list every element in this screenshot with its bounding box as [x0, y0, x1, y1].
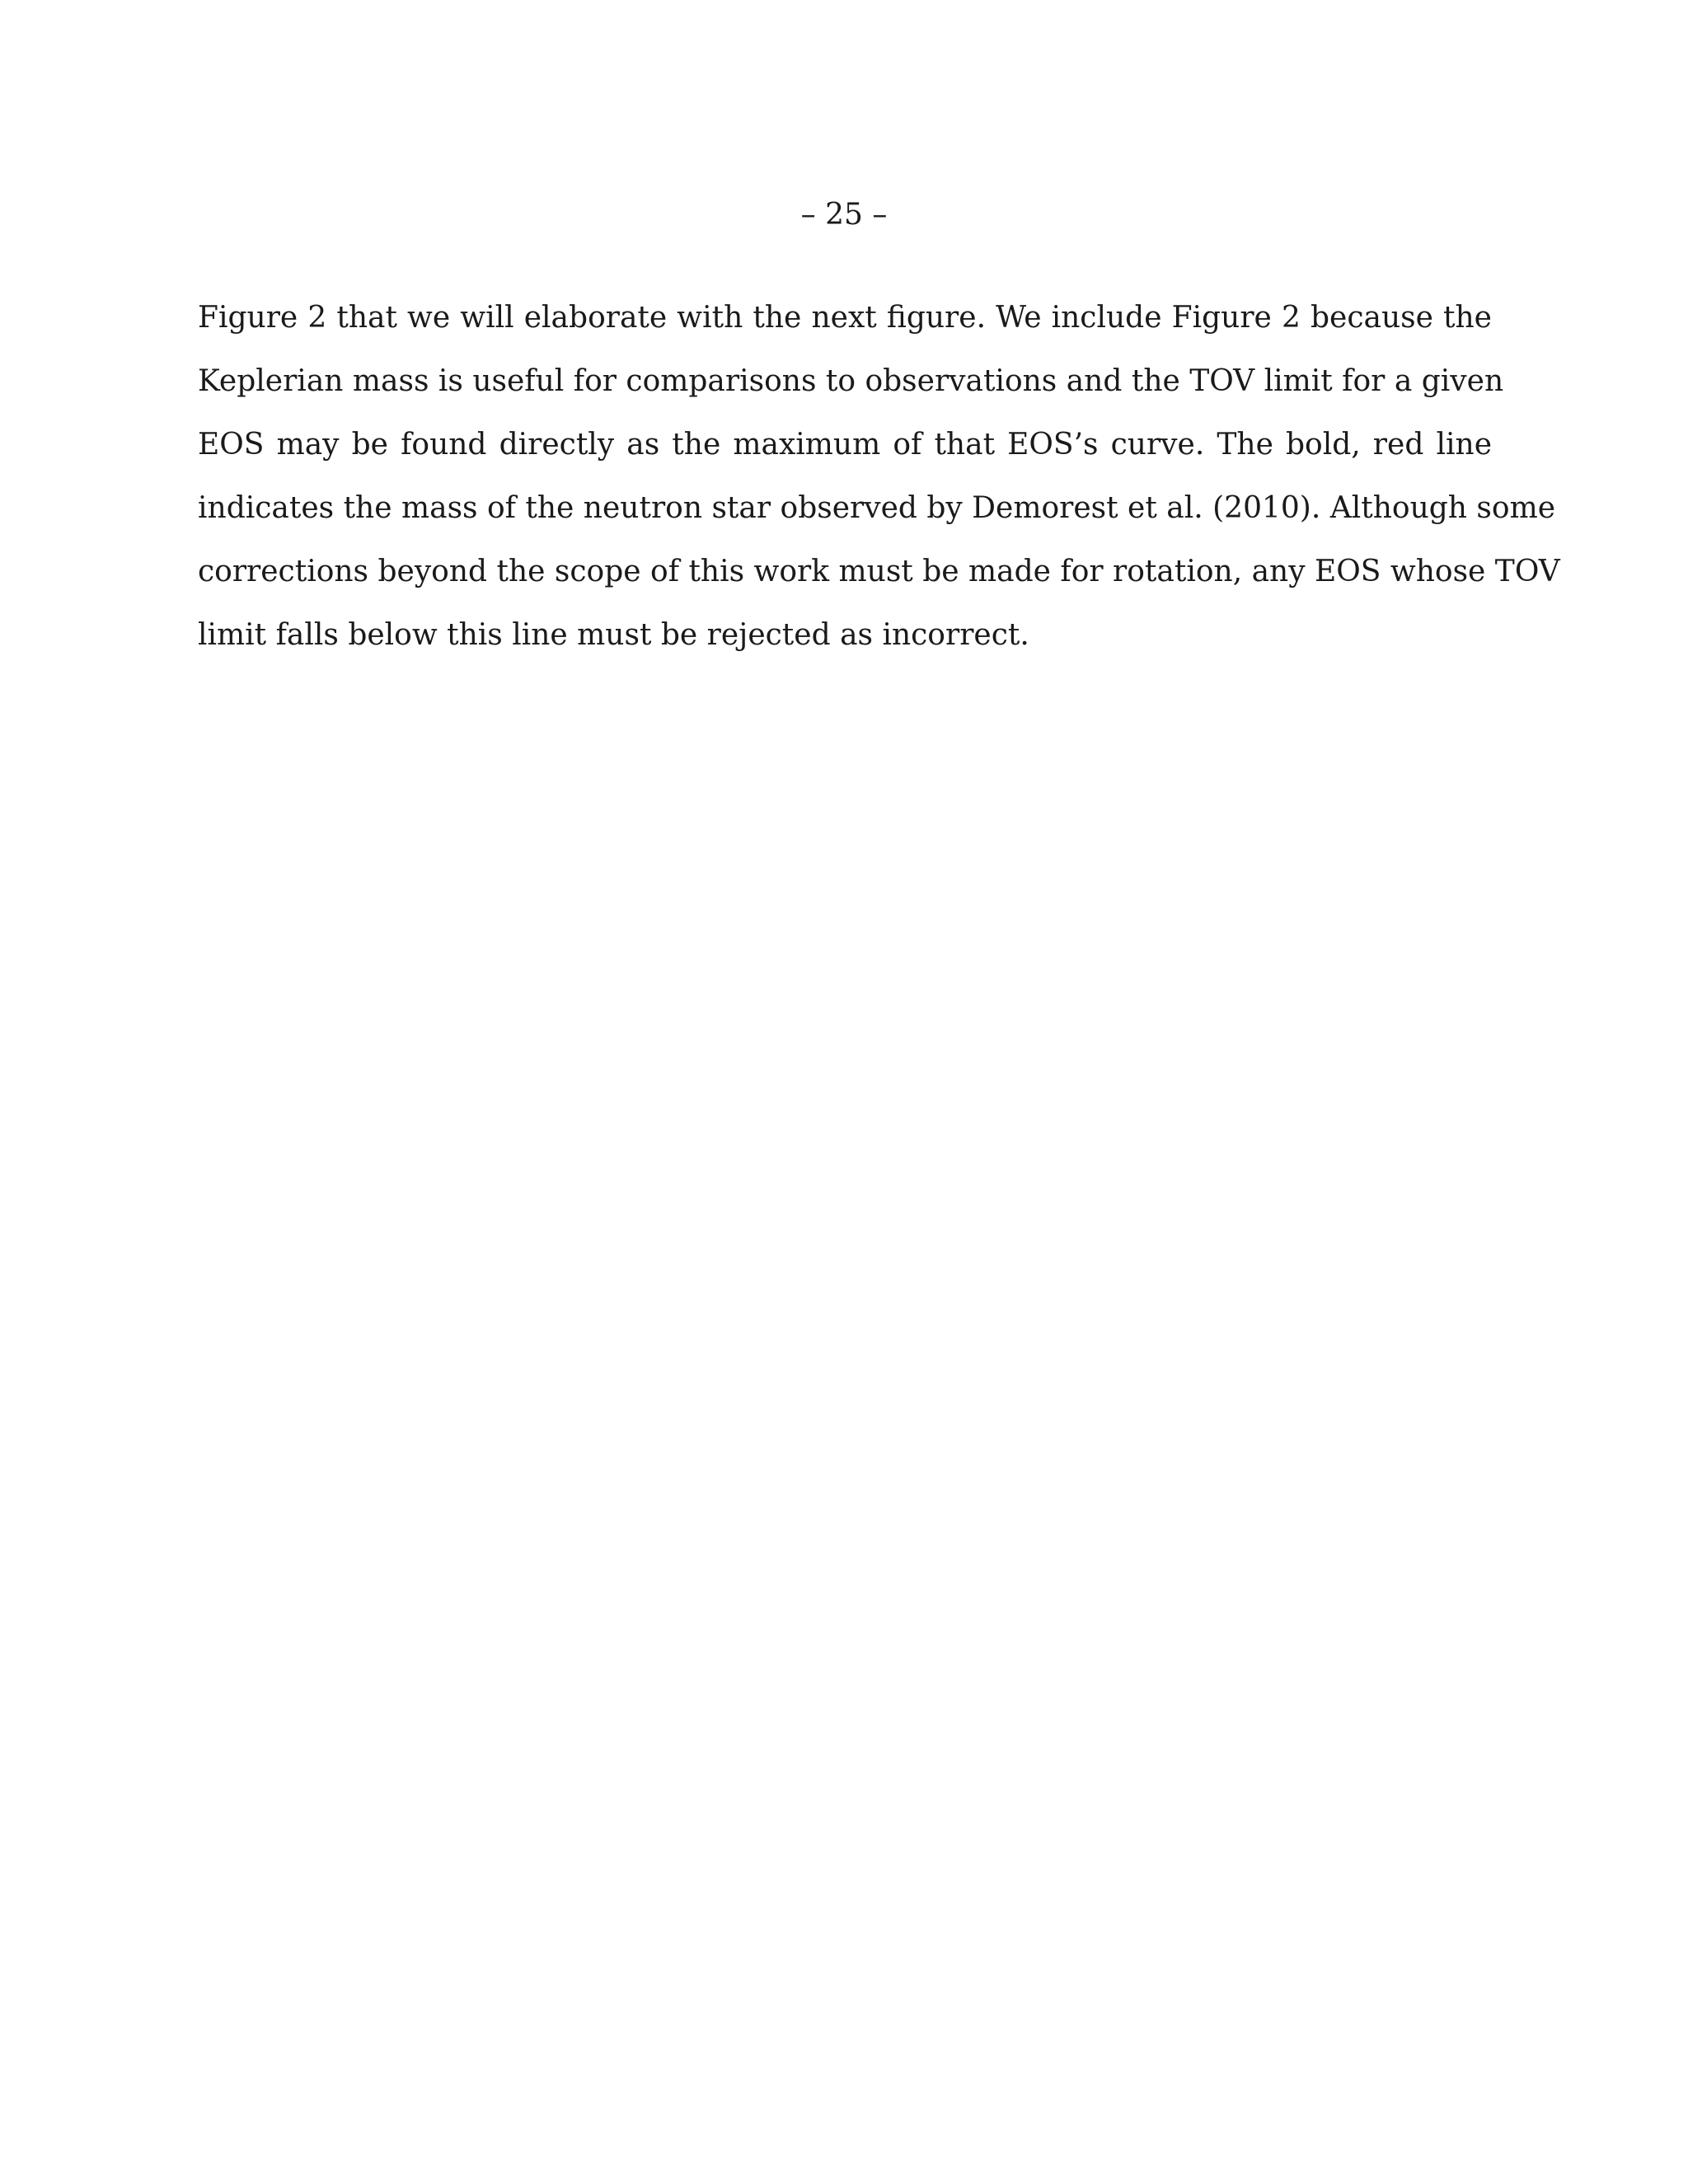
paragraph-line-5: corrections beyond the scope of this work must be made for rotation, any EOS whose TOV	[198, 555, 1560, 588]
paragraph-line-2: Keplerian mass is useful for comparisons to observations and the TOV limit for a given	[198, 364, 1504, 398]
paragraph-line-3: EOS may be found directly as the maximum of that EOS’s curve. The bold, red line	[198, 428, 1492, 462]
paragraph-line-6: limit falls below this line must be rejected as incorrect.	[198, 618, 1029, 652]
paragraph-line-4: indicates the mass of the neutron star observed by Demorest et al. (2010). Although some	[198, 491, 1556, 525]
paragraph-line-1: Figure 2 that we will elaborate with the next figure. We include Figure 2 because the	[198, 301, 1492, 335]
page-number: – 25 –	[800, 198, 888, 232]
body-paragraph	[198, 295, 1560, 676]
